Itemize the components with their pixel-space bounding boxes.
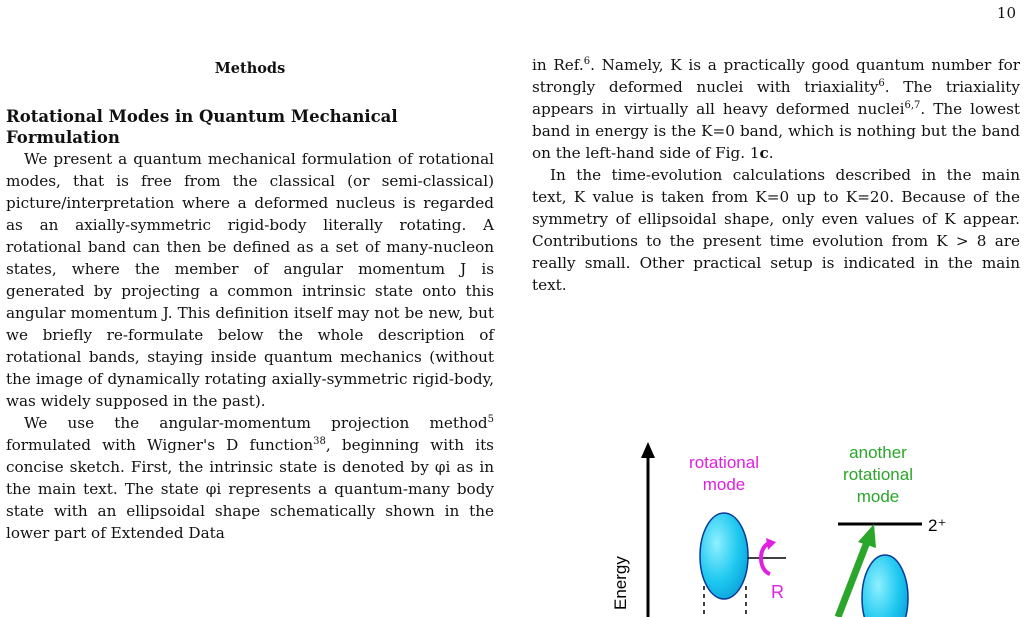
paragraph-1: We present a quantum mechanical formulation of rotational modes, that is free from the classical (or semi-classical) picture/interpretation where a deformed nucleus is regarded as an axially-symmetric rigid-body literally rotating. A rotational band can then be defined as a set of many-nucleon states, where the member of angular momentum J is generated by projecting a common intrinsic state onto this angular momentum J. This definition itself may not be new, but we briefly re-formulate below the whole description of rotational bands, staying inside quantum mechanics (without the image of dynamically rotating axially-symmetric rigid-body, was widely supposed in the past). bbox=[6, 150, 494, 410]
rotational-modes-figure bbox=[600, 438, 1020, 617]
mode-label-2: mode bbox=[856, 487, 900, 506]
left-column bbox=[6, 54, 494, 544]
citation-ref[interactable]: 6 bbox=[583, 55, 591, 67]
another-label: another bbox=[849, 443, 907, 462]
paragraph-2: We use the angular-momentum projection method$^5$ formulated with Wigner's D function$^{38}$, beginning with its concise sketch. First, the intrinsic state is denoted by φi as in the main text. The state φi represents a quantum-many body state with an ellipsoidal shape schematically shown in the lower part of Extended Data bbox=[6, 413, 494, 542]
section-title: Methods bbox=[214, 60, 286, 77]
mode-label: mode bbox=[702, 475, 746, 494]
energy-axis bbox=[641, 442, 655, 617]
citation-ref[interactable]: 6,7 bbox=[904, 99, 921, 111]
energy-axis-label: Energy bbox=[611, 556, 630, 610]
figure-ref[interactable]: c bbox=[759, 144, 769, 162]
paragraph-4: In the time-evolution calculations described in the main text, K value is taken from K=0 up to K=20. Because of the symmetry of ellipsoidal shape, only even values of K appear. Contributions to the present time evolution from K > 8 are really small. Other practical setup is indicated in the main text. bbox=[532, 166, 1020, 294]
citation-ref[interactable]: 6 bbox=[878, 77, 885, 89]
level-label: 2⁺ bbox=[928, 516, 947, 535]
citation-ref[interactable]: 5 bbox=[487, 413, 494, 425]
left-ellipsoid bbox=[700, 513, 748, 599]
right-column bbox=[532, 54, 1020, 296]
rotational-label: rotational bbox=[689, 453, 759, 472]
rotational-label-2: rotational bbox=[843, 465, 913, 484]
citation-ref[interactable]: 38 bbox=[313, 435, 326, 447]
rotation-arrow-icon bbox=[761, 538, 776, 574]
subsection-title: Rotational Modes in Quantum Mechanical Formulation bbox=[6, 107, 398, 147]
rotation-label: R bbox=[771, 582, 784, 602]
right-ellipsoid bbox=[862, 555, 908, 617]
page-number: 10 bbox=[996, 4, 1016, 22]
paragraph-3: in Ref.$^6$. Namely, K is a practically good quantum number for strongly deformed nuclei with triaxiality$^6$. The triaxiality appears in virtually all heavy deformed nuclei$^{6,7}$. The lowest band in energy is the K=0 band, which is nothing but the band on the left-hand side of Fig. 1c. bbox=[532, 55, 1021, 162]
